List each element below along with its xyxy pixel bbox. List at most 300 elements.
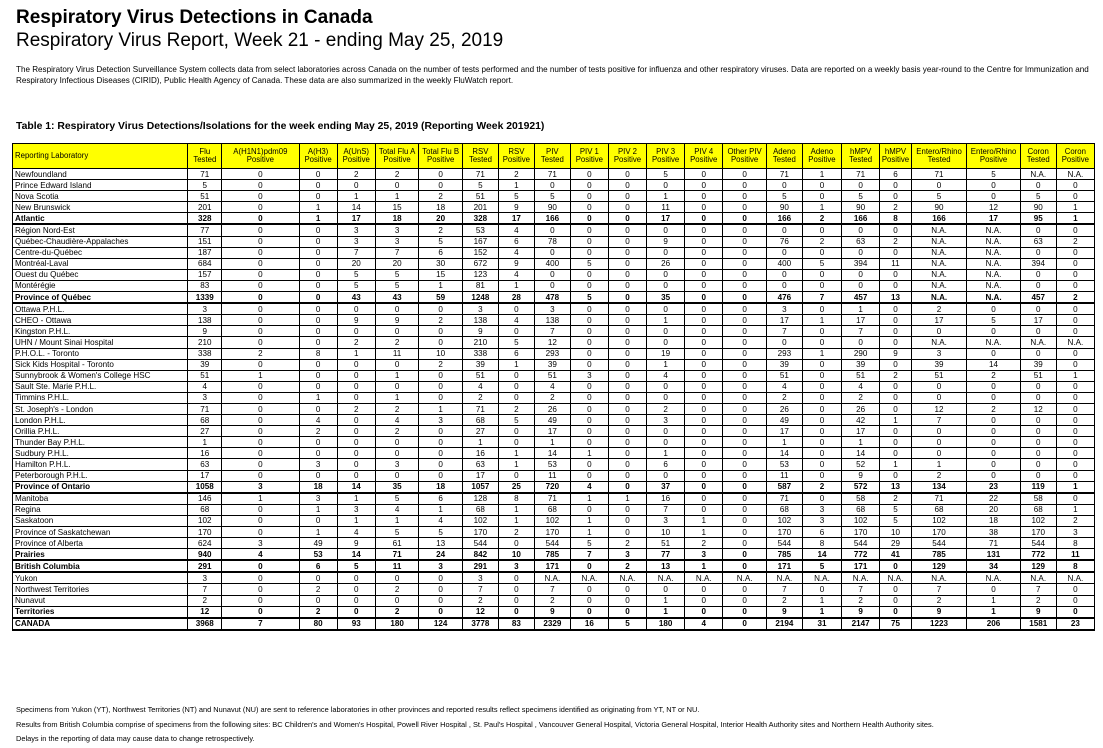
table-cell: 0 <box>766 280 802 291</box>
table-cell: 5 <box>802 560 841 572</box>
table-cell: 0 <box>647 269 685 280</box>
table-cell: 0 <box>570 247 608 258</box>
table-cell: 0 <box>647 247 685 258</box>
table-cell: 0 <box>222 527 299 538</box>
table-cell: 0 <box>647 470 685 481</box>
table-cell: 0 <box>647 337 685 348</box>
table-cell: 2 <box>880 370 912 381</box>
table-cell: 16 <box>462 448 498 459</box>
table-cell: 170 <box>188 527 222 538</box>
table-cell: 1339 <box>188 292 222 304</box>
table-cell: 544 <box>842 538 880 549</box>
table-cell: 9 <box>766 606 802 618</box>
table-cell: 3 <box>375 236 419 247</box>
table-cell: 58 <box>842 493 880 505</box>
table-cell: 0 <box>1056 326 1094 337</box>
table-cell: 0 <box>685 392 723 403</box>
row-label: Sault Ste. Marie P.H.L. <box>13 381 188 392</box>
table-cell: 0 <box>685 437 723 448</box>
table-cell: 8 <box>1056 560 1094 572</box>
table-cell: 10 <box>647 527 685 538</box>
table-cell: 9 <box>842 470 880 481</box>
table-cell: N.A. <box>911 258 967 269</box>
table-cell: 0 <box>967 448 1020 459</box>
table-cell: 171 <box>842 560 880 572</box>
table-cell: 12 <box>967 202 1020 213</box>
table-cell: 27 <box>188 426 222 437</box>
table-cell: 0 <box>685 258 723 269</box>
table-cell: 0 <box>419 606 463 618</box>
table-cell: 0 <box>685 504 723 515</box>
table-cell: 0 <box>685 169 723 180</box>
table-cell: 13 <box>880 292 912 304</box>
table-cell: 1 <box>222 370 299 381</box>
table-cell: 166 <box>766 213 802 225</box>
table-cell: 0 <box>375 572 419 584</box>
table-cell: N.A. <box>911 247 967 258</box>
table-cell: 0 <box>1020 348 1056 359</box>
table-cell: 0 <box>608 426 646 437</box>
table-cell: 81 <box>462 280 498 291</box>
table-cell: 0 <box>299 247 337 258</box>
table-cell: 2 <box>1056 292 1094 304</box>
table-cell: 0 <box>802 326 841 337</box>
table-cell: 170 <box>462 527 498 538</box>
table-row <box>13 224 1095 236</box>
table-cell: 3 <box>462 303 498 315</box>
table-cell: 7 <box>842 326 880 337</box>
table-cell: 80 <box>299 618 337 630</box>
table-cell: 0 <box>802 359 841 370</box>
table-cell: 0 <box>534 280 570 291</box>
table-cell: 0 <box>723 584 767 595</box>
row-label: P.H.O.L. - Toronto <box>13 348 188 359</box>
table-cell: 170 <box>842 527 880 538</box>
table-cell: 15 <box>375 202 419 213</box>
table-cell: 0 <box>967 191 1020 202</box>
col-header-piv1-positive: PIV 1 Positive <box>570 144 608 169</box>
row-label: CANADA <box>13 618 188 630</box>
table-cell: 1 <box>647 606 685 618</box>
table-cell: 0 <box>608 303 646 315</box>
table-cell: 1581 <box>1020 618 1056 630</box>
table-cell: 338 <box>188 348 222 359</box>
table-cell: N.A. <box>842 572 880 584</box>
table-row <box>13 236 1095 247</box>
table-row <box>13 202 1095 213</box>
table-cell: N.A. <box>1056 572 1094 584</box>
table-cell: 0 <box>222 169 299 180</box>
table-cell: 0 <box>880 560 912 572</box>
table-cell: 0 <box>299 292 337 304</box>
table-cell: 0 <box>1056 448 1094 459</box>
table-cell: 0 <box>685 359 723 370</box>
table-cell: 7 <box>222 618 299 630</box>
table-cell: 4 <box>685 618 723 630</box>
row-label: Prairies <box>13 549 188 561</box>
table-cell: 0 <box>222 337 299 348</box>
table-row <box>13 370 1095 381</box>
table-cell: 0 <box>802 403 841 414</box>
table-cell: 0 <box>419 392 463 403</box>
table-cell: 17 <box>498 213 534 225</box>
table-cell: 2 <box>967 370 1020 381</box>
table-cell: 2 <box>498 169 534 180</box>
table-cell: 4 <box>375 504 419 515</box>
table-cell: 14 <box>766 448 802 459</box>
table-cell: 0 <box>299 448 337 459</box>
table-cell: 0 <box>723 470 767 481</box>
table-cell: 0 <box>608 292 646 304</box>
table-cell: 0 <box>880 280 912 291</box>
table-cell: 0 <box>911 180 967 191</box>
table-cell: 0 <box>498 606 534 618</box>
table-cell: 1 <box>299 213 337 225</box>
table-cell: 2 <box>462 595 498 606</box>
table-cell: 43 <box>375 292 419 304</box>
row-label: Sudbury P.H.L. <box>13 448 188 459</box>
table-cell: 0 <box>1020 437 1056 448</box>
table-cell: 2194 <box>766 618 802 630</box>
table-cell: 7 <box>337 247 375 258</box>
row-label: Province of Alberta <box>13 538 188 549</box>
table-cell: 17 <box>647 213 685 225</box>
table-cell: 51 <box>766 370 802 381</box>
table-cell: 0 <box>337 470 375 481</box>
table-cell: 0 <box>685 381 723 392</box>
table-cell: 0 <box>880 180 912 191</box>
table-row <box>13 191 1095 202</box>
table-cell: 3 <box>911 348 967 359</box>
table-cell: 0 <box>299 191 337 202</box>
table-cell: 39 <box>842 359 880 370</box>
table-cell: 0 <box>1056 315 1094 326</box>
table-cell: 12 <box>911 403 967 414</box>
table-cell: 1 <box>222 493 299 505</box>
table-row-subtotal <box>13 618 1095 630</box>
table-cell: 0 <box>802 448 841 459</box>
table-cell: 0 <box>337 303 375 315</box>
table-cell: 4 <box>337 527 375 538</box>
table-cell: 0 <box>222 280 299 291</box>
table-cell: 13 <box>880 481 912 493</box>
table-cell: 3 <box>1056 527 1094 538</box>
table-cell: 0 <box>802 303 841 315</box>
row-label: New Brunswick <box>13 202 188 213</box>
table-cell: 16 <box>647 493 685 505</box>
table-cell: 1 <box>842 303 880 315</box>
table-cell: 0 <box>608 180 646 191</box>
table-cell: 0 <box>766 224 802 236</box>
table-cell: 0 <box>723 504 767 515</box>
table-cell: 0 <box>723 392 767 403</box>
table-cell: 0 <box>337 437 375 448</box>
table-cell: 0 <box>685 493 723 505</box>
table-cell: 0 <box>1020 392 1056 403</box>
table-cell: 167 <box>462 236 498 247</box>
col-header-hmpv-tested: hMPV Tested <box>842 144 880 169</box>
table-cell: 0 <box>723 515 767 526</box>
table-cell: 0 <box>419 370 463 381</box>
table-cell: 2 <box>375 169 419 180</box>
table-cell: 1 <box>1056 504 1094 515</box>
table-cell: 0 <box>299 337 337 348</box>
table-cell: 338 <box>462 348 498 359</box>
table-cell: N.A. <box>911 292 967 304</box>
table-cell: 0 <box>375 303 419 315</box>
table-cell: 1 <box>766 437 802 448</box>
table-cell: 0 <box>570 303 608 315</box>
table-cell: 1 <box>802 348 841 359</box>
table-cell: 11 <box>766 470 802 481</box>
table-cell: 3 <box>375 459 419 470</box>
table-cell: 0 <box>723 437 767 448</box>
table-cell: 0 <box>802 459 841 470</box>
table-cell: 1 <box>608 493 646 505</box>
table-cell: 785 <box>766 549 802 561</box>
table-cell: 0 <box>570 470 608 481</box>
table-cell: 1 <box>1056 370 1094 381</box>
table-cell: 2 <box>802 236 841 247</box>
table-cell: 0 <box>685 224 723 236</box>
table-cell: 0 <box>1020 459 1056 470</box>
table-cell: 68 <box>842 504 880 515</box>
table-cell: 0 <box>967 415 1020 426</box>
table-cell: 1 <box>570 527 608 538</box>
table-cell: 1248 <box>462 292 498 304</box>
row-label: Peterborough P.H.L. <box>13 470 188 481</box>
table-cell: 0 <box>1056 247 1094 258</box>
table-row <box>13 538 1095 549</box>
table-cell: 0 <box>1056 180 1094 191</box>
table-cell: 0 <box>534 247 570 258</box>
table-cell: 9 <box>337 538 375 549</box>
table-cell: 0 <box>1056 348 1094 359</box>
table-cell: 0 <box>1020 180 1056 191</box>
table-cell: 291 <box>188 560 222 572</box>
table-cell: 9 <box>188 326 222 337</box>
table-cell: 0 <box>419 303 463 315</box>
table-cell: 1 <box>498 504 534 515</box>
table-cell: 0 <box>1020 303 1056 315</box>
table-cell: 0 <box>880 448 912 459</box>
table-cell: 0 <box>1020 426 1056 437</box>
table-cell: 544 <box>462 538 498 549</box>
table-cell: 5 <box>802 258 841 269</box>
table-cell: 102 <box>188 515 222 526</box>
table-cell: 0 <box>1020 326 1056 337</box>
page-subtitle: Respiratory Virus Report, Week 21 - ending May 25, 2019 <box>16 30 504 51</box>
table-cell: 1 <box>375 370 419 381</box>
table-cell: 102 <box>911 515 967 526</box>
table-cell: 291 <box>462 560 498 572</box>
table-cell: 0 <box>685 459 723 470</box>
table-cell: 0 <box>222 415 299 426</box>
table-cell: 0 <box>723 303 767 315</box>
table-cell: N.A. <box>1020 169 1056 180</box>
table-cell: 0 <box>375 180 419 191</box>
row-label: Thunder Bay P.H.L. <box>13 437 188 448</box>
table-cell: 0 <box>723 202 767 213</box>
table-cell: 1 <box>1056 202 1094 213</box>
table-cell: 0 <box>337 426 375 437</box>
table-cell: 457 <box>1020 292 1056 304</box>
row-label: Province of Saskatchewan <box>13 527 188 538</box>
table-cell: 0 <box>337 595 375 606</box>
table-cell: 1 <box>498 280 534 291</box>
table-cell: 2 <box>880 493 912 505</box>
table-cell: 0 <box>299 315 337 326</box>
table-cell: 3 <box>337 236 375 247</box>
table-cell: 0 <box>723 326 767 337</box>
table-cell: 8 <box>498 493 534 505</box>
table-cell: 49 <box>299 538 337 549</box>
table-cell: 6 <box>880 169 912 180</box>
table-cell: 1 <box>880 415 912 426</box>
table-cell: 2 <box>375 337 419 348</box>
table-cell: 3 <box>685 549 723 561</box>
table-cell: 5 <box>967 169 1020 180</box>
table-cell: 0 <box>337 415 375 426</box>
table-cell: 0 <box>570 191 608 202</box>
table-cell: 3 <box>570 370 608 381</box>
table-cell: 0 <box>419 572 463 584</box>
table-cell: 5 <box>375 280 419 291</box>
table-cell: 53 <box>462 224 498 236</box>
table-cell: 16 <box>570 618 608 630</box>
table-cell: N.A. <box>911 572 967 584</box>
col-header-reporting-laboratory: Reporting Laboratory <box>13 144 188 169</box>
row-label: Manitoba <box>13 493 188 505</box>
table-cell: 0 <box>608 437 646 448</box>
table-cell: 8 <box>1056 538 1094 549</box>
table-cell: 0 <box>842 280 880 291</box>
table-cell: N.A. <box>967 280 1020 291</box>
table-cell: 1 <box>375 392 419 403</box>
table-cell: 2 <box>802 481 841 493</box>
table-cell: 0 <box>222 180 299 191</box>
table-cell: 3 <box>498 560 534 572</box>
table-cell: 0 <box>647 584 685 595</box>
row-label: Ottawa P.H.L. <box>13 303 188 315</box>
table-row <box>13 504 1095 515</box>
table-cell: 0 <box>1056 595 1094 606</box>
table-row <box>13 247 1095 258</box>
table-cell: 0 <box>1056 403 1094 414</box>
table-row-subtotal <box>13 606 1095 618</box>
table-cell: 39 <box>911 359 967 370</box>
table-cell: 0 <box>723 415 767 426</box>
table-cell: 16 <box>188 448 222 459</box>
table-cell: 0 <box>337 606 375 618</box>
table-cell: 27 <box>462 426 498 437</box>
table-cell: 11 <box>534 470 570 481</box>
table-cell: 39 <box>534 359 570 370</box>
table-cell: 0 <box>685 326 723 337</box>
table-cell: N.A. <box>802 572 841 584</box>
table-cell: 0 <box>299 326 337 337</box>
table-cell: 0 <box>498 426 534 437</box>
table-cell: 63 <box>188 459 222 470</box>
table-cell: 0 <box>723 381 767 392</box>
table-cell: 0 <box>498 303 534 315</box>
table-cell: 51 <box>647 538 685 549</box>
table-cell: 1 <box>299 504 337 515</box>
table-cell: 3 <box>802 515 841 526</box>
table-cell: 7 <box>188 584 222 595</box>
table-cell: 3 <box>222 538 299 549</box>
table-cell: 0 <box>723 247 767 258</box>
table-cell: 5 <box>570 538 608 549</box>
table-cell: 0 <box>299 258 337 269</box>
table-cell: 11 <box>375 348 419 359</box>
table-cell: 785 <box>534 549 570 561</box>
table-cell: 5 <box>337 269 375 280</box>
table-cell: 2 <box>299 426 337 437</box>
row-label: Montérégie <box>13 280 188 291</box>
table-cell: 18 <box>419 481 463 493</box>
table-cell: 71 <box>188 403 222 414</box>
table-cell: 1 <box>842 437 880 448</box>
table-cell: 544 <box>534 538 570 549</box>
table-cell: 1 <box>647 315 685 326</box>
table-cell: 0 <box>911 437 967 448</box>
table-cell: 0 <box>647 426 685 437</box>
table-cell: 0 <box>608 470 646 481</box>
table-cell: 0 <box>685 202 723 213</box>
table-cell: 2 <box>299 584 337 595</box>
table-cell: 0 <box>880 269 912 280</box>
table-cell: 0 <box>1056 392 1094 403</box>
table-cell: 0 <box>647 326 685 337</box>
table-cell: 0 <box>608 269 646 280</box>
table-cell: 0 <box>1020 280 1056 291</box>
table-cell: 102 <box>534 515 570 526</box>
table-cell: 12 <box>462 606 498 618</box>
table-cell: 0 <box>419 337 463 348</box>
col-header-piv2-positive: PIV 2 Positive <box>608 144 646 169</box>
table-cell: 0 <box>802 470 841 481</box>
table-cell: 0 <box>570 426 608 437</box>
table-cell: 5 <box>375 527 419 538</box>
table-cell: 2 <box>498 403 534 414</box>
table-cell: 0 <box>570 595 608 606</box>
table-cell: 0 <box>534 224 570 236</box>
table-cell: 3 <box>337 224 375 236</box>
table-cell: 0 <box>723 606 767 618</box>
table-cell: 0 <box>802 337 841 348</box>
table-cell: 102 <box>462 515 498 526</box>
row-label: UHN / Mount Sinai Hospital <box>13 337 188 348</box>
table-cell: 171 <box>766 560 802 572</box>
footnote-delays: Delays in the reporting of data may cause data to change retrospectively. <box>16 734 255 743</box>
table-cell: 68 <box>462 504 498 515</box>
table-cell: 0 <box>608 258 646 269</box>
table-cell: 22 <box>967 493 1020 505</box>
table-cell: 0 <box>647 280 685 291</box>
table-cell: 672 <box>462 258 498 269</box>
table-cell: 3 <box>419 415 463 426</box>
table-cell: 0 <box>1056 437 1094 448</box>
table-cell: 1 <box>967 606 1020 618</box>
table-cell: 394 <box>842 258 880 269</box>
table-cell: 4 <box>299 415 337 426</box>
table-cell: 0 <box>1020 470 1056 481</box>
table-cell: 71 <box>534 169 570 180</box>
table-cell: 180 <box>647 618 685 630</box>
table-body <box>13 169 1095 630</box>
table-cell: N.A. <box>967 258 1020 269</box>
